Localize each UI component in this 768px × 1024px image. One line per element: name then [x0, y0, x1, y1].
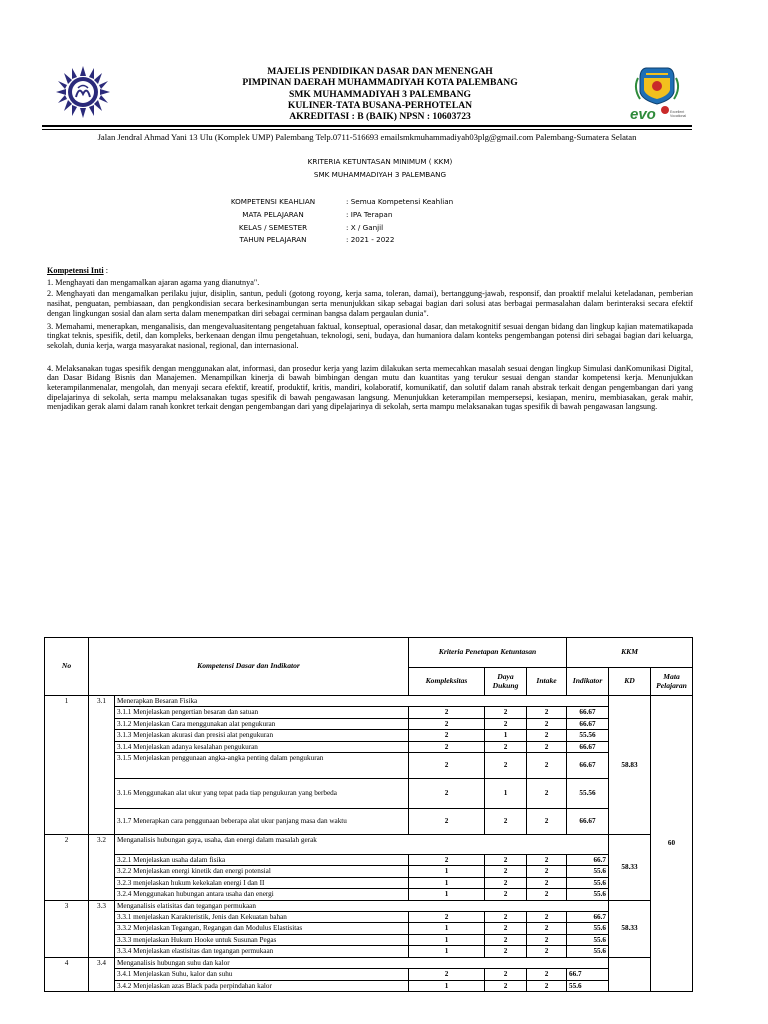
- cell-daya-dukung: 1: [485, 779, 527, 809]
- ki-heading-colon: :: [103, 266, 108, 275]
- cell-daya-dukung: 2: [485, 969, 527, 980]
- cell-intake: 2: [527, 912, 567, 923]
- document-title: [200, 155, 560, 181]
- cell-kompleksitas: 2: [409, 969, 485, 980]
- table-row: [45, 923, 693, 934]
- cell-daya-dukung: 1: [485, 730, 527, 741]
- table-row: [45, 753, 693, 779]
- cell-no: 2: [45, 835, 89, 901]
- cell-daya-dukung: 2: [485, 980, 527, 991]
- cell-indikator: 55.6: [567, 980, 609, 991]
- meta-label: TAHUN PELAJARAN: [239, 235, 307, 245]
- ki-item: 3. Memahami, menerapkan, menganalisis, dan mengevaluasitentang pengetahuan faktual, konseptual, operasional dasar, dan metakognitif sesuai dengan bidang dan lingkup kajian matematikapada tingkat teknis, spesifik, detil, dan kompleks, berkenaan dengan ilmu pengetahuan, teknologi, seni, budaya, dan humaniora dalam konteks pengembangan potensi diri sebagai bagian dari keluarga, sekolah, dunia kerja, warga masyarakat nasional, regional, dan internasional.: [47, 321, 693, 350]
- cell-indikator: 66.67: [567, 718, 609, 729]
- header-no: No: [45, 638, 89, 696]
- header-kd: Kompetensi Dasar dan Indikator: [89, 638, 409, 696]
- ki-item: 1. Menghayati dan mengamalkan ajaran agama yang dianutnya".: [47, 277, 260, 287]
- table-row: [45, 809, 693, 835]
- cell-indicator: 3.3.3 menjelaskan Hukum Hooke untuk Susunan Pegas: [115, 934, 409, 945]
- cell-kd-kkm: [609, 957, 651, 991]
- cell-kompleksitas: 2: [409, 779, 485, 809]
- cell-kd-kkm: 58.83: [609, 696, 651, 835]
- letterhead-line: AKREDITASI : B (BAIK) NPSN : 10603723: [289, 111, 471, 123]
- table-row: [45, 877, 693, 888]
- table-row: [45, 889, 693, 900]
- table-row: [45, 855, 693, 866]
- cell-intake: 2: [527, 809, 567, 835]
- table-row: [45, 934, 693, 945]
- cell-indicator: 3.2.1 Menjelaskan usaha dalam fisika: [115, 855, 409, 866]
- cell-indicator: 3.1.6 Menggunakan alat ukur yang tepat pada tiap pengukuran yang berbeda: [115, 779, 409, 809]
- cell-indikator: 66.67: [567, 809, 609, 835]
- cell-indikator: 55.56: [567, 779, 609, 809]
- svg-text:Excellent: Excellent: [670, 110, 685, 114]
- cell-indikator: 55.6: [567, 946, 609, 957]
- cell-indikator: 55.6: [567, 866, 609, 877]
- school-emblem-icon: [624, 66, 690, 122]
- cell-indicator: 3.3.1 menjelaskan Karakteristik, Jenis dan Kekuatan bahan: [115, 912, 409, 923]
- table-row: [45, 779, 693, 809]
- cell-kd-kkm: 58.33: [609, 900, 651, 957]
- meta-label: MATA PELAJARAN: [242, 209, 304, 219]
- cell-daya-dukung: 2: [485, 707, 527, 718]
- cell-indikator: 55.6: [567, 923, 609, 934]
- table-row: [45, 969, 693, 980]
- cell-intake: 2: [527, 707, 567, 718]
- cell-kd-code: 3.2: [89, 835, 115, 901]
- table-row: [45, 718, 693, 729]
- cell-indicator: 3.4.2 Menjelaskan azas Black pada perpindahan kalor: [115, 980, 409, 991]
- cell-kompleksitas: 2: [409, 707, 485, 718]
- cell-daya-dukung: 2: [485, 809, 527, 835]
- cell-daya-dukung: 2: [485, 946, 527, 957]
- cell-indikator: 66.67: [567, 707, 609, 718]
- table-row: [45, 866, 693, 877]
- cell-intake: 2: [527, 855, 567, 866]
- cell-kompleksitas: 2: [409, 809, 485, 835]
- ki-heading-text: Kompetensi Inti: [47, 266, 104, 275]
- cell-indicator: 3.3.2 Menjelaskan Tegangan, Regangan dan Modulus Elastisitas: [115, 923, 409, 934]
- cell-indicator: 3.1.7 Menerapkan cara penggunaan beberapa alat ukur panjang masa dan waktu: [115, 809, 409, 835]
- cell-mapel-kkm: 60: [651, 696, 693, 992]
- cell-intake: 2: [527, 946, 567, 957]
- cell-indicator: 3.4.1 Menjelaskan Suhu, kalor dan suhu: [115, 969, 409, 980]
- table-row: [45, 946, 693, 957]
- cell-daya-dukung: 2: [485, 855, 527, 866]
- table-row: [45, 900, 693, 911]
- cell-intake: 2: [527, 753, 567, 779]
- cell-kompleksitas: 1: [409, 946, 485, 957]
- cell-kd-title: Menerapkan Besaran Fisika: [115, 696, 609, 707]
- cell-intake: 2: [527, 866, 567, 877]
- school-letterhead: [200, 66, 560, 122]
- table-row: [45, 980, 693, 991]
- header-kriteria: Kriteria Penetapan Ketuntasan: [409, 638, 567, 668]
- meta-value: : Semua Kompetensi Keahlian: [346, 197, 454, 206]
- table-row: [45, 835, 693, 855]
- cell-indikator: 55.6: [567, 934, 609, 945]
- cell-daya-dukung: 2: [485, 718, 527, 729]
- cell-kd-code: 3.1: [89, 696, 115, 835]
- cell-indicator: 3.1.4 Menjelaskan adanya kesalahan pengukuran: [115, 741, 409, 752]
- ki-item: 2. Menghayati dan mengamalkan perilaku jujur, disiplin, santun, peduli (gotong royong, kerja sama, toleran, damai), bertanggung-jawab, responsif, dan proaktif melalui keteladanan, pemberian nasihat, penguatan, pembiasaan, dan pengkondisian secara berkesinambungan serta menunjukkan sikap sebagai bagian dari solusi atas berbagai permasalahan dalam berinteraksi secara efektif dengan lingkungan sosial dan alam serta dalam menempatkan diri sebagai cerminan bangsa dalam pergaulan dunia".: [47, 289, 693, 318]
- cell-indicator: 3.2.4 Menggunakan hubungan antara usaha dan energi: [115, 889, 409, 900]
- title-line: KRITERIA KETUNTASAN MINIMUM ( KKM): [307, 157, 453, 166]
- cell-indikator: 66.67: [567, 753, 609, 779]
- cell-kd-title: Menganalisis hubungan suhu dan kalor: [115, 957, 609, 968]
- cell-no: 4: [45, 957, 89, 991]
- cell-intake: 2: [527, 969, 567, 980]
- cell-intake: 2: [527, 980, 567, 991]
- header-kompleksitas: Kompleksitas: [409, 668, 485, 696]
- cell-daya-dukung: 2: [485, 923, 527, 934]
- cell-indicator: 3.1.2 Menjelaskan Cara menggunakan alat pengukuran: [115, 718, 409, 729]
- meta-label: KELAS / SEMESTER: [238, 222, 308, 232]
- cell-indicator: 3.1.5 Menjelaskan penggunaan angka-angka penting dalam pengukuran: [115, 753, 409, 779]
- header-indikator: Indikator: [567, 668, 609, 696]
- cell-daya-dukung: 2: [485, 912, 527, 923]
- cell-kompleksitas: 2: [409, 855, 485, 866]
- cell-intake: 2: [527, 889, 567, 900]
- cell-indicator: 3.1.3 Menjelaskan akurasi dan presisi alat pengukuran: [115, 730, 409, 741]
- cell-kompleksitas: 2: [409, 753, 485, 779]
- muhammadiyah-logo-icon: [52, 64, 114, 120]
- evo-logo-text: evo: [630, 106, 656, 122]
- cell-intake: 2: [527, 877, 567, 888]
- letterhead-line: KULINER-TATA BUSANA-PERHOTELAN: [287, 99, 473, 111]
- cell-indikator: 55.6: [567, 877, 609, 888]
- letterhead-line: MAJELIS PENDIDIKAN DASAR DAN MENENGAH: [267, 66, 493, 77]
- cell-daya-dukung: 2: [485, 877, 527, 888]
- letterhead-rule-thick: [42, 125, 692, 127]
- cell-indikator: 66.7: [567, 855, 609, 866]
- header-mapel: Mata Pelajaran: [651, 668, 693, 696]
- title-line: SMK MUHAMMADIYAH 3 PALEMBANG: [313, 170, 447, 179]
- cell-no: 1: [45, 696, 89, 835]
- cell-indicator: 3.3.4 Menjelaskan elastisitas dan tegangan permukaan: [115, 946, 409, 957]
- table-row: [45, 912, 693, 923]
- cell-intake: 2: [527, 730, 567, 741]
- meta-label: KOMPETENSI KEAHLIAN: [230, 197, 316, 206]
- cell-intake: 2: [527, 741, 567, 752]
- header-kd-short: KD: [609, 668, 651, 696]
- cell-kd-code: 3.4: [89, 957, 115, 991]
- cell-indikator: 55.56: [567, 730, 609, 741]
- cell-indicator: 3.2.2 Menjelaskan energi kinetik dan energi potensial: [115, 866, 409, 877]
- table-row: [45, 957, 693, 968]
- cell-indikator: 66.7: [567, 912, 609, 923]
- cell-kompleksitas: 1: [409, 980, 485, 991]
- cell-intake: 2: [527, 923, 567, 934]
- cell-no: 3: [45, 900, 89, 957]
- meta-value: : IPA Terapan: [346, 209, 393, 219]
- cell-kompleksitas: 1: [409, 923, 485, 934]
- cell-indikator: 55.6: [567, 889, 609, 900]
- cell-kompleksitas: 1: [409, 889, 485, 900]
- cell-daya-dukung: 2: [485, 866, 527, 877]
- table-row: [45, 741, 693, 752]
- cell-daya-dukung: 2: [485, 889, 527, 900]
- meta-value: : X / Ganjil: [346, 222, 384, 232]
- cell-kd-kkm: 58.33: [609, 835, 651, 901]
- section-heading: [47, 266, 693, 276]
- cell-kompleksitas: 1: [409, 877, 485, 888]
- table-row: [45, 707, 693, 718]
- cell-kd-title: Menganalisis elatisitas dan tegangan permukaan: [115, 900, 609, 911]
- header-daya-dukung: Daya Dukung: [485, 668, 527, 696]
- cell-kd-code: 3.3: [89, 900, 115, 957]
- cell-kompleksitas: 2: [409, 741, 485, 752]
- cell-kompleksitas: 1: [409, 866, 485, 877]
- cell-kompleksitas: 1: [409, 934, 485, 945]
- cell-kompleksitas: 2: [409, 912, 485, 923]
- cell-intake: 2: [527, 779, 567, 809]
- letterhead-line: SMK MUHAMMADIYAH 3 PALEMBANG: [288, 88, 471, 100]
- cell-indikator: 66.67: [567, 741, 609, 752]
- kkm-table: [44, 637, 693, 992]
- letterhead-rule-thin: [42, 129, 692, 130]
- letterhead-line: PIMPINAN DAERAH MUHAMMADIYAH KOTA PALEMBANG: [242, 77, 518, 89]
- meta-labels: [208, 196, 338, 247]
- cell-kompleksitas: 2: [409, 718, 485, 729]
- cell-indicator: 3.1.1 Menjelaskan pengertian besaran dan satuan: [115, 707, 409, 718]
- cell-intake: 2: [527, 934, 567, 945]
- svg-text:Vocational: Vocational: [670, 114, 687, 118]
- header-intake: Intake: [527, 668, 567, 696]
- school-address: Jalan Jendral Ahmad Yani 13 Ulu (Komplek UMP) Palembang Telp.0711-516693 emailsmkmuhammadiyah03plg@gmail.com Palembang-Sumatera Selatan: [97, 132, 637, 142]
- meta-values: [346, 196, 546, 247]
- cell-daya-dukung: 2: [485, 753, 527, 779]
- cell-daya-dukung: 2: [485, 934, 527, 945]
- kompetensi-inti-section: [47, 266, 693, 420]
- table-row: [45, 730, 693, 741]
- table-row: [45, 696, 693, 707]
- meta-value: : 2021 - 2022: [346, 235, 395, 245]
- cell-kompleksitas: 2: [409, 730, 485, 741]
- header-kkm: KKM: [567, 638, 693, 668]
- cell-indikator: 66.7: [567, 969, 609, 980]
- cell-intake: 2: [527, 718, 567, 729]
- cell-indicator: 3.2.3 menjelaskan hukum kekekalan energi I dan II: [115, 877, 409, 888]
- cell-kd-title: Menganalisis hubungan gaya, usaha, dan energi dalam masalah gerak: [115, 835, 609, 855]
- ki-item: 4. Melaksanakan tugas spesifik dengan menggunakan alat, informasi, dan prosedur kerja yang lazim dilakukan serta memecahkan masalah sesuai dengan lingkup Simulasi danKomunikasi Digital, dan Dasar Bidang Bisnis dan Manajemen. Menampilkan kinerja di bawah bimbingan dengan mutu dan kuantitas yang terukur sesuai dengan standar kompetensi kerja. Menunjukkan keterampilanmenalar, mengolah, dan menyaji secara efektif, kreatif, produktif, kritis, mandiri, kolaboratif, komunikatif, dan solutif dalam ranah abstrak terkait dengan pengembangan dari yang dipelajarinya di sekolah, serta mampu melaksanakan tugas spesifik di bawah pengawasan langsung. Menunjukkan keterampilan mempersepsi, kesiapan, meniru, membiasakan, gerak mahir, menjadikan gerak alami dalam ranah konkret terkait dengan pengembangan dari yang dipelajarinya di sekolah, serta mampu melaksanakan tugas spesifik di bawah pengawasan langsung.: [47, 363, 693, 412]
- cell-daya-dukung: 2: [485, 741, 527, 752]
